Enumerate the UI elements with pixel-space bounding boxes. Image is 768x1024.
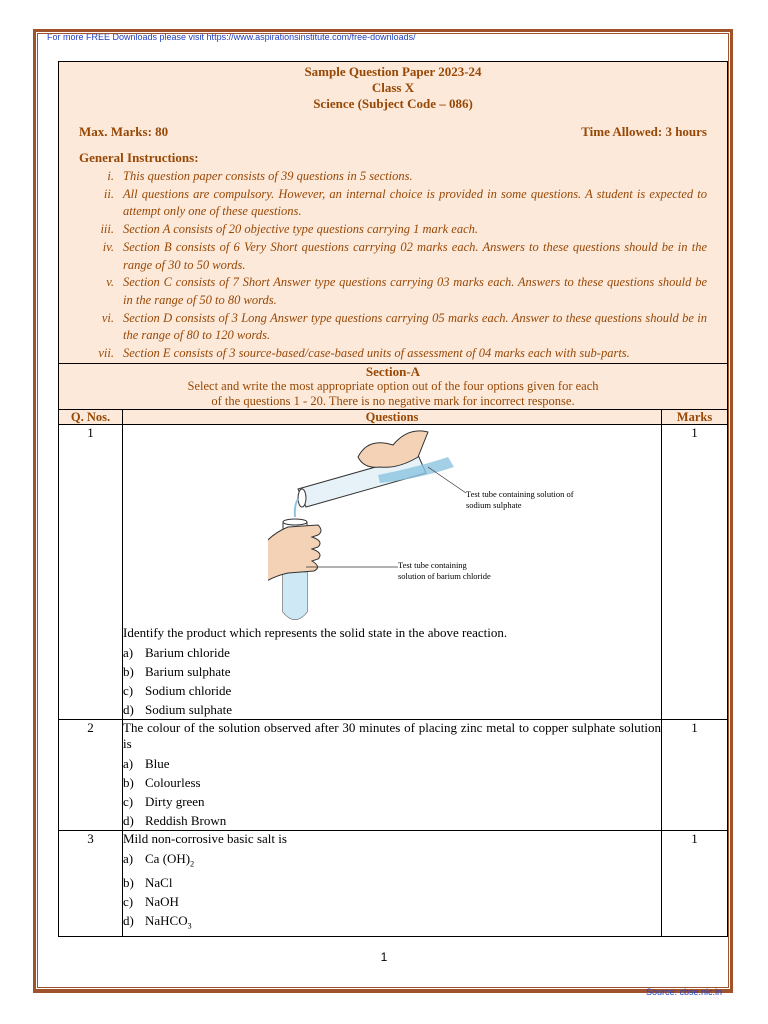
instruction-item: iv. Section B consists of 6 Very Short questions carrying 02 marks each. Answers to these questions should be in the range of 30 to 50 words. xyxy=(102,239,707,272)
section-instruction-line-2: of the questions 1 - 20. There is no negative mark for incorrect response. xyxy=(211,393,575,408)
instruction-item: vi. Section D consists of 3 Long Answer type questions carrying 05 marks each. Answer to these questions should be in the range of 80 to 120 words. xyxy=(101,310,707,343)
question-text: The colour of the solution observed after 30 minutes of placing zinc metal to copper sulphate solution is xyxy=(123,719,661,751)
option-item: b) Barium sulphate xyxy=(123,663,231,679)
instruction-item: iii. Section A consists of 20 objective type questions carrying 1 mark each. xyxy=(100,222,479,237)
column-header-marks: Marks xyxy=(662,409,728,424)
options-list xyxy=(123,849,661,936)
instruction-item: i. This question paper consists of 39 questions in 5 sections. xyxy=(107,169,413,183)
time-allowed: Time Allowed: 3 hours xyxy=(581,124,707,139)
option-item: d) NaHCO$_3$ xyxy=(123,913,192,931)
instructions-list xyxy=(79,168,707,363)
question-body xyxy=(123,424,662,719)
question-text: Identify the product which represents the solid state in the above reaction. xyxy=(123,624,508,640)
page-number: 1 xyxy=(380,950,388,964)
paper-header xyxy=(59,62,728,364)
instruction-item: v. Section C consists of 7 Short Answer type questions carrying 03 marks each. Answers to these questions should be in the range of 50 to 80 words. xyxy=(106,275,707,307)
question-marks: 1 xyxy=(662,424,728,719)
question-body xyxy=(123,830,662,936)
test-tube-illustration xyxy=(268,427,648,627)
section-a-header xyxy=(59,363,728,409)
option-item: b) Colourless xyxy=(123,774,201,790)
option-item: a) Blue xyxy=(123,755,170,771)
column-header-qno: Q. Nos. xyxy=(59,409,123,424)
source-link[interactable]: Source: cbse.nic.in xyxy=(645,987,722,997)
question-text: Mild non-corrosive basic salt is xyxy=(123,830,287,846)
max-marks: Max. Marks: 80 xyxy=(79,124,169,139)
figure-label-top-line-2: sodium sulphate xyxy=(466,499,522,510)
option-item: d) Sodium sulphate xyxy=(123,701,233,717)
reaction-figure xyxy=(123,425,661,625)
paper-title: Sample Question Paper 2023-24 xyxy=(304,64,482,79)
table-row xyxy=(59,719,728,830)
options-list xyxy=(123,754,661,830)
figure-label-top-line-1: Test tube containing solution of xyxy=(466,488,574,499)
option-item: c) NaOH xyxy=(123,894,179,910)
question-number: 3 xyxy=(59,830,123,936)
table-row xyxy=(59,424,728,719)
option-item: a) Barium chloride xyxy=(123,644,230,660)
paper-class: Class X xyxy=(371,80,415,95)
question-marks: 1 xyxy=(662,830,728,936)
figure-label-bottom-line-1: Test tube containing xyxy=(398,559,467,570)
instructions-title: General Instructions: xyxy=(79,150,199,165)
table-row xyxy=(59,830,728,936)
figure-label-bottom-line-2: solution of barium chloride xyxy=(398,570,491,581)
bottom-rule xyxy=(33,990,733,993)
option-item: c) Dirty green xyxy=(123,793,205,809)
question-paper-table xyxy=(58,61,728,937)
question-body xyxy=(123,719,662,830)
section-instruction-line-1: Select and write the most appropriate option out of the four options given for each xyxy=(187,378,599,393)
question-marks: 1 xyxy=(662,719,728,830)
instruction-item: vii. Section E consists of 3 source-based/case-based units of assessment of 04 marks each with sub-parts. xyxy=(98,346,630,361)
column-header-questions: Questions xyxy=(123,409,662,424)
option-item: d) Reddish Brown xyxy=(123,812,227,828)
options-list xyxy=(123,643,661,719)
section-title: Section-A xyxy=(365,363,421,379)
header-download-link[interactable]: For more FREE Downloads please visit https://www.aspirationsinstitute.com/free-downloads/ xyxy=(47,32,416,42)
option-item: c) Sodium chloride xyxy=(123,682,232,698)
option-item: a) Ca $(OH)_2$ xyxy=(123,850,195,869)
question-number: 2 xyxy=(59,719,123,830)
paper-subject: Science (Subject Code – 086) xyxy=(313,96,473,111)
instruction-item: ii. All questions are compulsory. However, an internal choice is provided in some questions. A student is expected to attempt only one of these questions. xyxy=(103,186,707,219)
option-item: b) NaCl xyxy=(123,875,173,891)
question-number: 1 xyxy=(59,424,123,719)
